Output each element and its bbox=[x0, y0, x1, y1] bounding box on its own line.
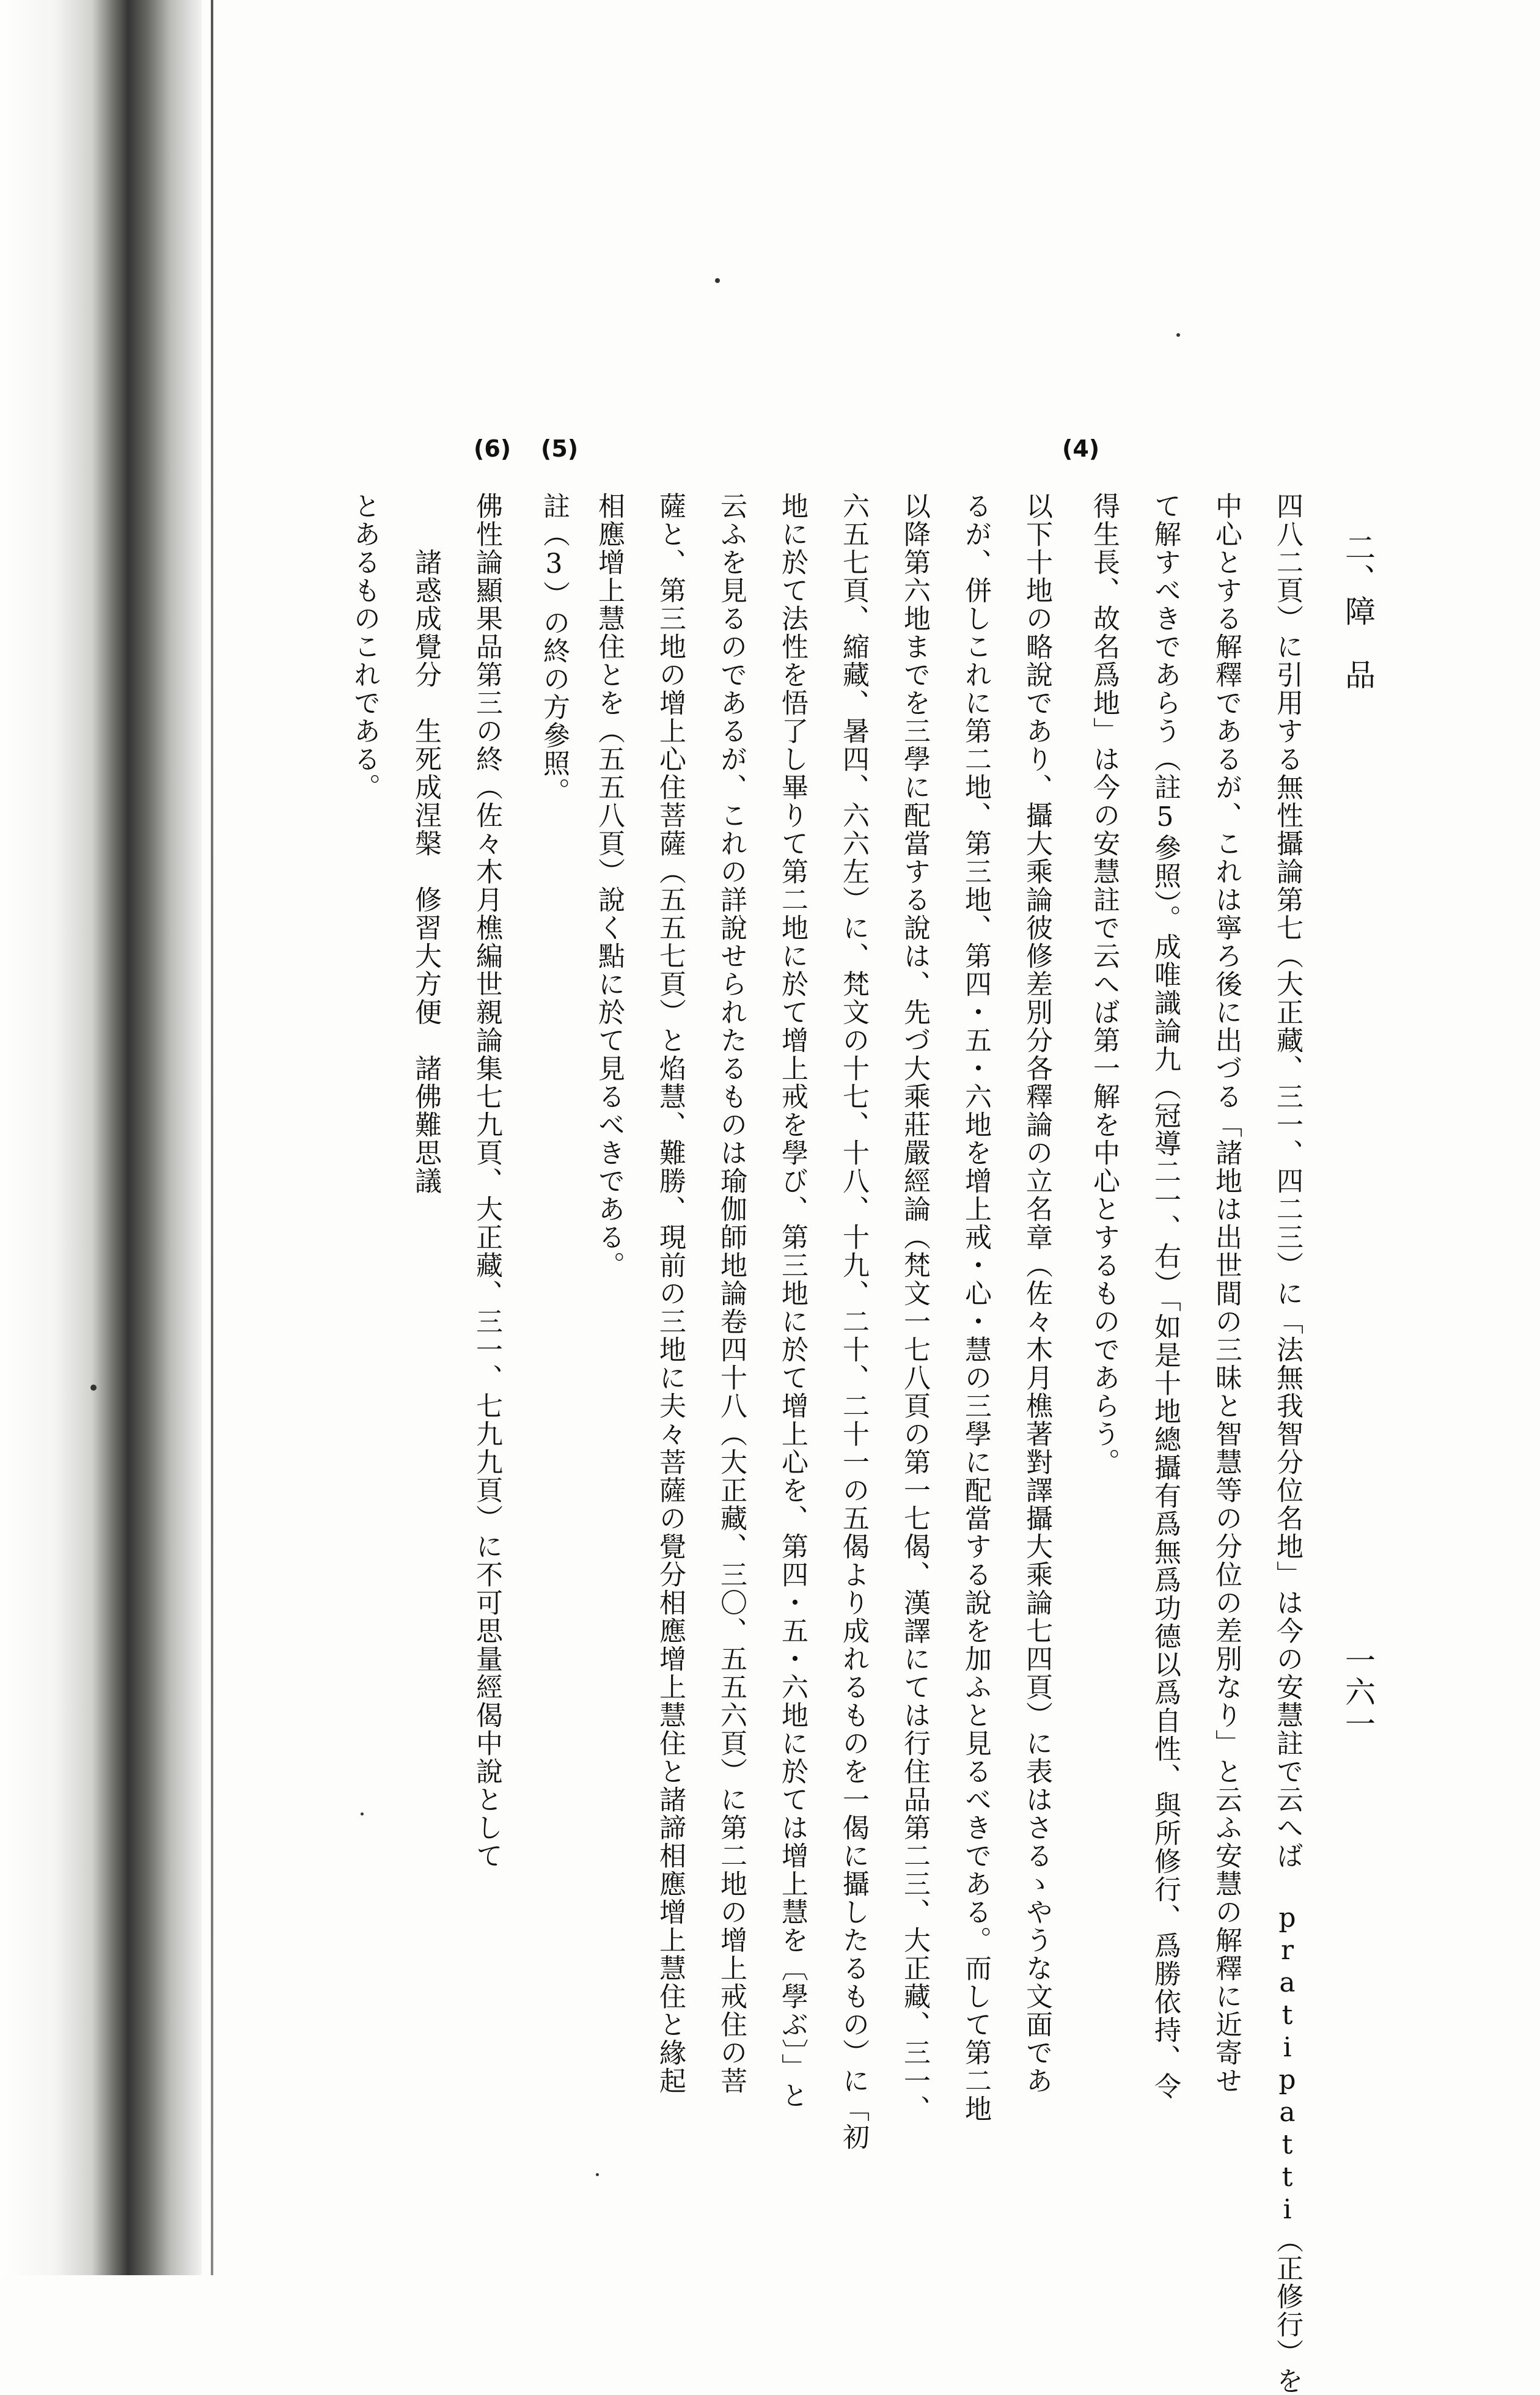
scan-speck bbox=[715, 278, 720, 283]
binding-shadow bbox=[0, 0, 202, 2275]
note-number: (6) bbox=[474, 435, 512, 462]
text-column: 諸惑成覺分 生死成涅槃 修習大方便 諸佛難思議 bbox=[410, 492, 441, 1195]
note-number: (4) bbox=[1062, 435, 1100, 462]
page-number: 一六一 bbox=[1340, 1644, 1376, 1740]
text-column: 註（3）の終の方參照。 bbox=[538, 492, 570, 806]
text-column: 佛性論顯果品第三の終（佐々木月樵編世親論集七九頁、大正藏、三一、七九九頁）に不可思量經偈中說として bbox=[471, 492, 502, 1870]
text-column: 以下十地の略說であり、攝大乘論彼修差別分各釋論の立名章（佐々木月樵著對譯攝大乘論七四頁）に表はさるゝやうな文面であ bbox=[1021, 492, 1052, 2095]
text-column: 以降第六地までを三學に配當する說は、先づ大乘莊嚴經論（梵文一七八頁の第一七偈、漢譯にては行住品第二三、大正藏、三一、 bbox=[899, 492, 930, 2123]
text-column: て解すべきであらう（註5參照）。成唯識論九（冠導二一、右）「如是十地總攝有爲無爲功德以爲自性、與所修行、爲勝依持、令 bbox=[1150, 492, 1181, 2100]
text-column: 地に於て法性を悟了し畢りて第二地に於て增上戒を學び、第三地に於て增上心を、第四・五・六地に於ては增上慧を〔學ぶ〕」と bbox=[777, 492, 808, 2110]
text-column: 四八二頁）に引用する無性攝論第七（大正藏、三一、四二三）に「法無我智分位名地」は今の安慧註で云へば pratipatti（正修行）を bbox=[1272, 492, 1303, 2395]
text-column: とあるものこれである。 bbox=[349, 492, 380, 801]
text-column: 中心とする解釋であるが、これは寧ろ後に出づる「諸地は出世間の三昧と智慧等の分位の差別なり」と云ふ安慧の解釋に近寄せ bbox=[1211, 492, 1242, 2095]
text-body bbox=[339, 437, 1311, 2395]
text-column: 得生長、故名爲地」は今の安慧註で云へば第一解を中心とするものであらう。 bbox=[1088, 492, 1120, 1476]
text-column: 薩と、第三地の增上心住菩薩（五五七頁）と焰慧、難勝、現前の三地に夫々菩薩の覺分相應增上慧住と諸諦相應增上慧住と緣起 bbox=[654, 492, 686, 2095]
text-column: 云ふを見るのであるが、これの詳說せられたるものは瑜伽師地論卷四十八（大正藏、三〇、五五六頁）に第二地の增上戒住の菩 bbox=[716, 492, 747, 2095]
text-column: 六五七頁、縮藏、暑四、六六左）に、梵文の十七、十八、十九、二十、二十一の五偈より成れるものを一偈に攝したるもの）に「初 bbox=[838, 492, 869, 2151]
binding-line bbox=[211, 0, 213, 2275]
note-number: (5) bbox=[541, 435, 579, 462]
scan-speck bbox=[90, 1385, 97, 1391]
scan-speck bbox=[1176, 333, 1180, 337]
chapter-header: 二、障 品 bbox=[1340, 532, 1376, 691]
text-column: るが、併しこれに第二地、第三地、第四・五・六地を增上戒・心・慧の三學に配當する說を加ふと見るべきである。而して第二地 bbox=[960, 492, 991, 2123]
text-column: 相應增上慧住とを（五五八頁）說く點に於て見るべきである。 bbox=[593, 492, 625, 1279]
